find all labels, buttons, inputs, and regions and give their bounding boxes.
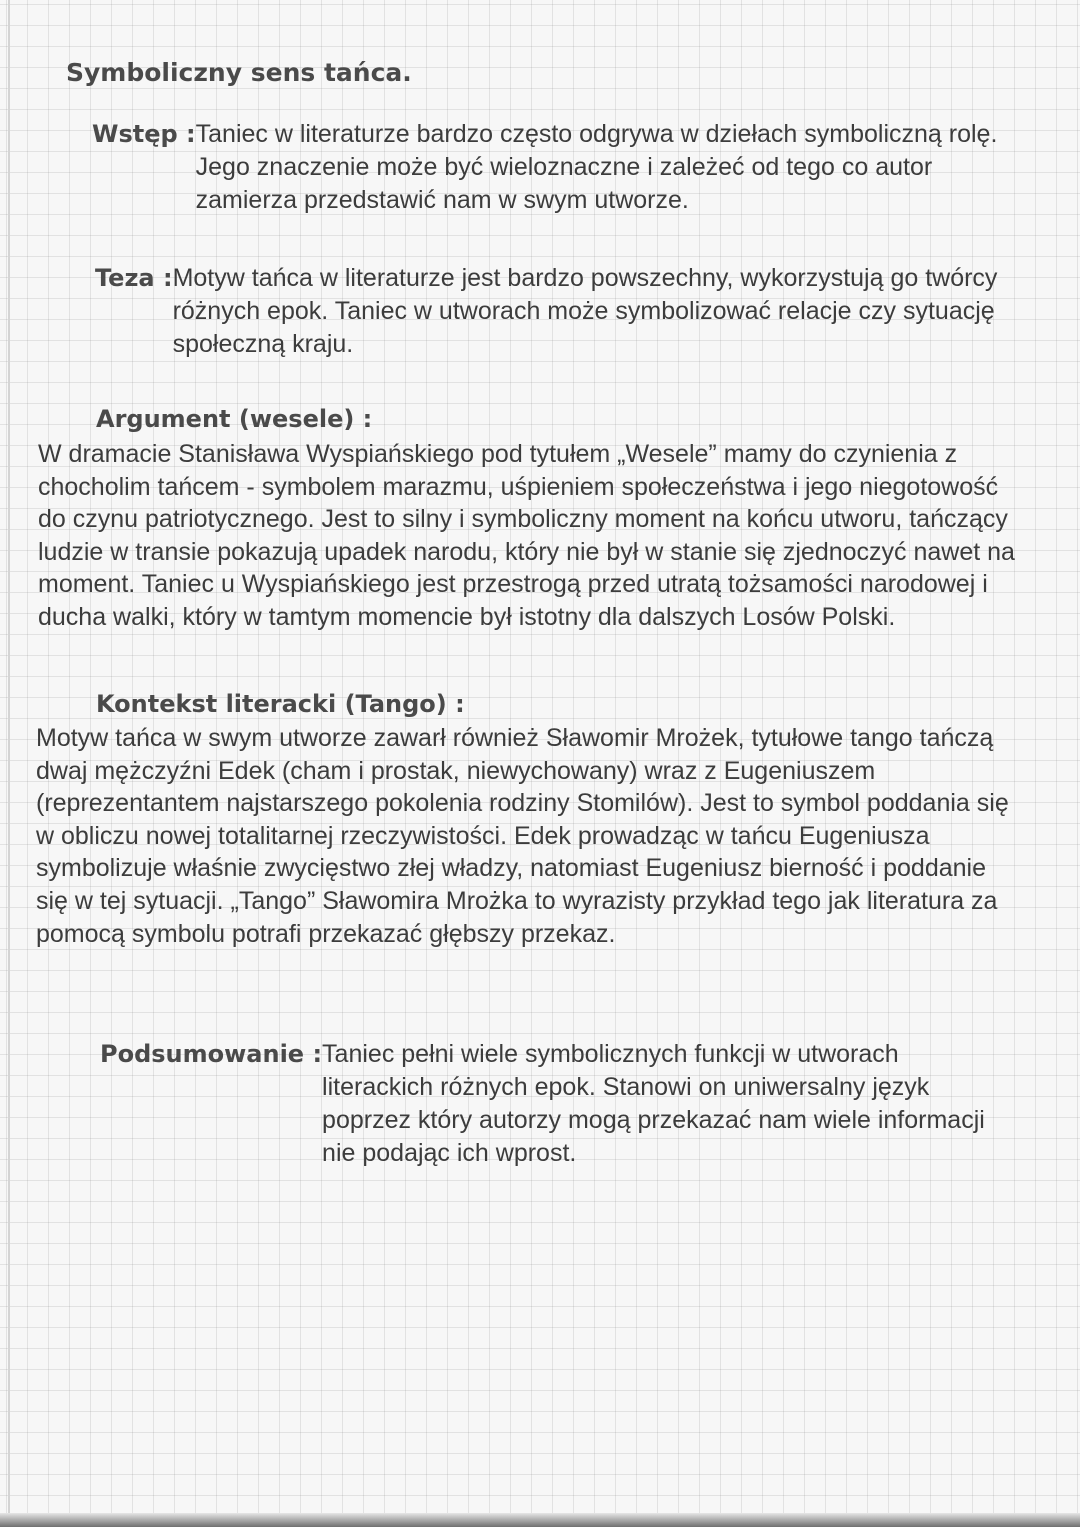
thesis-text: Motyw tańca w literaturze jest bardzo powszechny, wykorzystują go twórcy różnych epok. Taniec w utworach może symbolizować relacje czy sytuację społeczną kraju. — [172, 264, 998, 358]
intro-label — [92, 118, 196, 151]
context-heading: Kontekst literacki (Tango) : — [96, 690, 465, 718]
page-left-edge — [8, 0, 10, 1527]
thesis-label-colon: : — [154, 264, 173, 292]
intro-section — [92, 118, 1032, 217]
summary-text: Taniec pełni wiele symbolicznych funkcji w utworach literackich różnych epok. Stanowi on uniwersalny język poprzez który autorzy mogą przekazać nam wiele informacji nie podając ich wprost. — [322, 1040, 985, 1167]
intro-text: Taniec w literaturze bardzo często odgrywa w dziełach symboliczną rolę. Jego znaczenie może być wieloznaczne i zależeć od tego co autor zamierza przedstawić nam w swym utworze. — [195, 120, 998, 214]
context-text: Motyw tańca w swym utworze zawarł również Sławomir Mrożek, tytułowe tango tańczą dwaj mężczyźni Edek (cham i prostak, niewychowany) wraz z Eugeniuszem (reprezentantem najstarszego pokolenia rodziny Stomilów). Jest to symbol poddania się w obliczu nowej totalitarnej rzeczywistości. Edek prowadząc w tańcu Eugeniusza symbolizuje właśnie zwycięstwo złej władzy, natomiast Eugeniusz bierność i poddanie się w tej sytuacji. „Tango” Sławomira Mrożka to wyrazisty przykład tego jak literatura za pomocą symbolu potrafi przekazać głębszy przekaz. — [36, 724, 1009, 948]
document-title: Symboliczny sens tańca. — [66, 58, 412, 87]
summary-label-colon: : — [304, 1040, 323, 1068]
summary-section — [100, 1038, 1000, 1170]
thesis-label — [95, 262, 173, 295]
thesis-label-text: Teza — [95, 264, 155, 292]
summary-label — [100, 1038, 322, 1071]
summary-label-text: Podsumowanie — [100, 1040, 305, 1068]
intro-label-colon: : — [177, 120, 196, 148]
argument-heading: Argument (wesele) : — [96, 405, 373, 433]
thesis-section — [95, 262, 1030, 361]
argument-text: W dramacie Stanisława Wyspiańskiego pod tytułem „Wesele” mamy do czynienia z chocholim tańcem - symbolem marazmu, uśpieniem społeczeństwa i jego niegotowość do czynu patriotycznego. Jest to silny i symboliczny moment na końcu utworu, tańczący ludzie w transie pokazują upadek narodu, który nie był w stanie się zjednoczyć nawet na moment. Taniec u Wyspiańskiego jest przestrogą przed utratą tożsamości narodowej i ducha walki, który w tamtym momencie był istotny dla dalszych Losów Polski. — [38, 440, 1015, 631]
scan-bottom-edge — [0, 1513, 1080, 1527]
intro-label-text: Wstęp — [92, 120, 178, 148]
